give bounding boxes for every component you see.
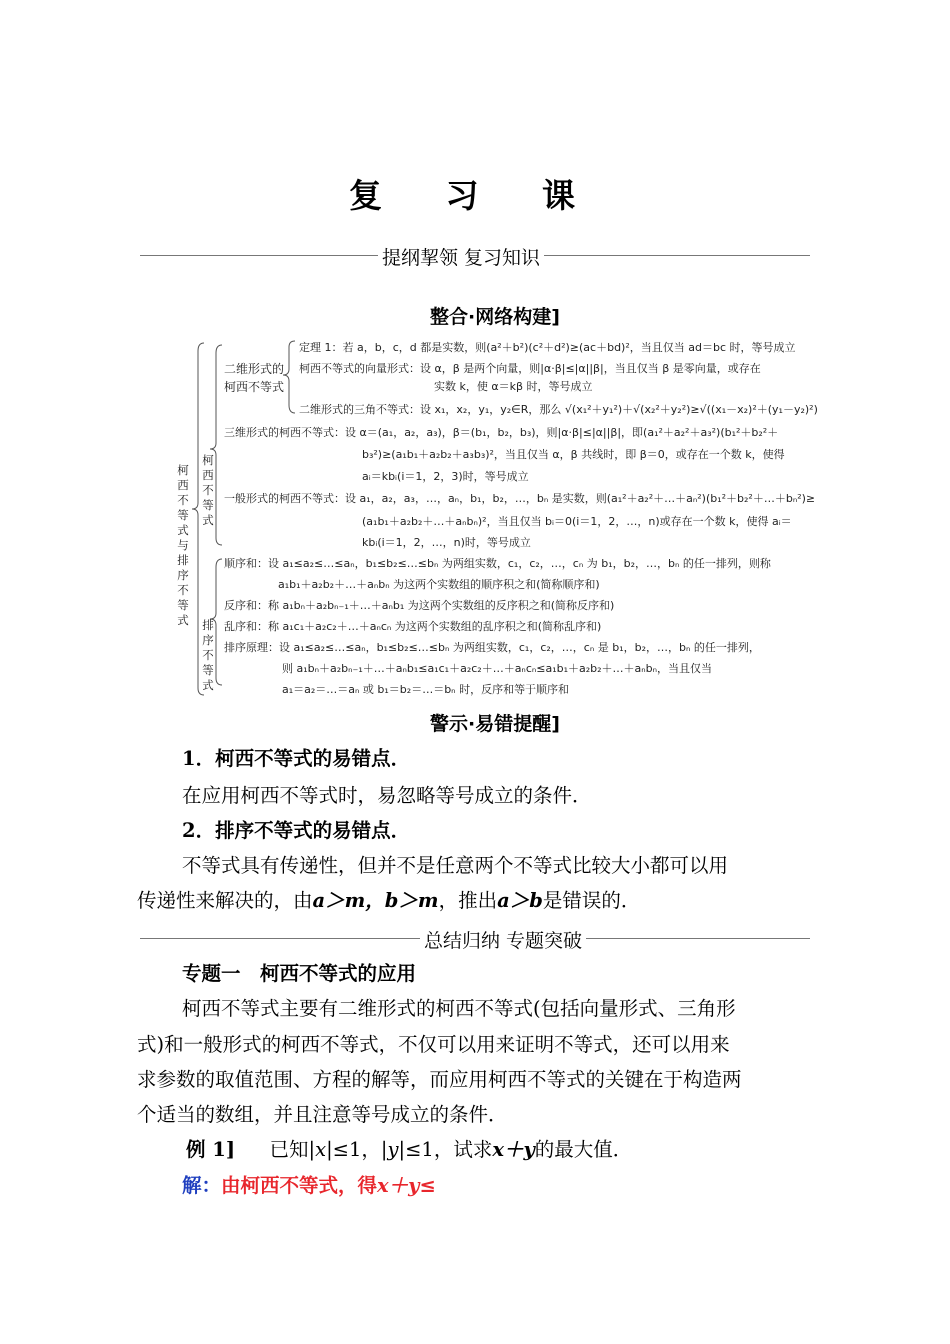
- math-expression: a＞m，b＞m: [312, 889, 439, 912]
- page-title: 复 习 课: [349, 176, 601, 215]
- topic-1-line-2: 式)和一般形式的柯西不等式，不仅可以用来证明不等式，还可以用来: [137, 1033, 730, 1056]
- example-text-segment: 的最大值．: [534, 1138, 633, 1161]
- warning-item-2-line-1: 不等式具有传递性，但并不是任意两个不等式比较大小都可以用: [182, 854, 729, 877]
- diagram-cauchy-2d-line2: 柯西不等式: [224, 380, 285, 394]
- section-divider-label: 总结归纳 专题突破: [420, 926, 586, 953]
- diagram-general-line-1: 一般形式的柯西不等式：设 a₁，a₂，a₃，…，aₙ，b₁，b₂，…，bₙ 是实数，则(a₁²＋a₂²＋…＋aₙ²)(b₁²＋b₂²＋…＋bₙ²)≥: [224, 492, 816, 505]
- diagram-sort-line-6: 则 a₁bₙ＋a₂bₙ₋₁＋…＋aₙb₁≤a₁c₁＋a₂c₂＋…＋aₙcₙ≤a₁b₁＋a₂b₂＋…＋aₙbₙ，当且仅当: [282, 662, 713, 675]
- warning-heading: 警示·易错提醒]: [430, 713, 560, 735]
- topic-1-line-4: 个适当的数组，并且注意等号成立的条件．: [137, 1103, 508, 1126]
- math-variable-x: x: [315, 1138, 327, 1161]
- diagram-sort-line-3: 反序和：称 a₁bₙ＋a₂bₙ₋₁＋…＋aₙb₁ 为这两个实数组的反序积之和(简称反序和): [224, 599, 615, 612]
- topic-1-line-3: 求参数的取值范围、方程的解等，而应用柯西不等式的关键在于构造两: [137, 1068, 742, 1091]
- diagram-branch-sort: 排序不等式: [202, 618, 214, 692]
- example-1: [186, 1132, 632, 1167]
- example-label: 例 1]: [186, 1138, 236, 1161]
- solution-expression: x＋y≤: [377, 1174, 436, 1197]
- solution-text: 由柯西不等式，得: [221, 1174, 378, 1197]
- example-text-segment: |≤1，试求: [398, 1138, 493, 1161]
- section-divider-label: 提纲挈领 复习知识: [378, 243, 544, 270]
- diagram-2d-item-2: 柯西不等式的向量形式：设 α，β 是两个向量，则|α·β|≤|α||β|，当且仅当 β 是零向量，或存在: [299, 362, 761, 375]
- warning-item-1-title: 1．柯西不等式的易错点．: [182, 747, 411, 770]
- warning-text-segment: ，推出: [438, 889, 498, 912]
- diagram-3d-line-2: b₃²)≥(a₁b₁＋a₂b₂＋a₃b₃)²，当且仅当 α，β 共线时，即 β＝0，或存在一个数 k，使得: [362, 448, 785, 461]
- warning-item-2-line-2: [137, 883, 640, 918]
- solution-line: [182, 1168, 436, 1203]
- diagram-sort-line-4: 乱序和：称 a₁c₁＋a₂c₂＋…＋aₙcₙ 为这两个实数组的乱序积之和(简称乱序和): [224, 620, 602, 633]
- math-variable-y: y: [387, 1138, 399, 1161]
- warning-item-1-text: 在应用柯西不等式时，易忽略等号成立的条件．: [182, 784, 592, 807]
- warning-text-segment: 是错误的．: [542, 889, 641, 912]
- diagram-general-line-3: kbᵢ(i＝1，2，…，n)时，等号成立: [362, 536, 531, 549]
- section-divider-review: [140, 245, 810, 269]
- math-expression: x＋y: [492, 1138, 535, 1161]
- diagram-branch-cauchy: 柯西不等式: [202, 453, 214, 527]
- diagram-3d-line-3: aᵢ＝kbᵢ(i＝1，2，3)时，等号成立: [362, 470, 529, 483]
- network-heading: 整合·网络构建]: [430, 306, 560, 328]
- topic-1-title: 专题一 柯西不等式的应用: [182, 962, 417, 985]
- example-text-segment: |≤1，|: [326, 1138, 388, 1161]
- topic-1-line-1: 柯西不等式主要有二维形式的柯西不等式(包括向量形式、三角形: [182, 997, 736, 1020]
- diagram-sort-line-2: a₁b₁＋a₂b₂＋…＋aₙbₙ 为这两个实数组的顺序积之和(简称顺序和): [278, 578, 600, 591]
- warning-text-segment: 传递性来解决的，由: [137, 889, 313, 912]
- diagram-sort-line-1: 顺序和：设 a₁≤a₂≤…≤aₙ，b₁≤b₂≤…≤bₙ 为两组实数，c₁，c₂，…，cₙ 为 b₁，b₂，…，bₙ 的任一排列，则称: [224, 557, 771, 570]
- diagram-sort-line-7: a₁＝a₂＝…＝aₙ 或 b₁＝b₂＝…＝bₙ 时，反序和等于顺序和: [282, 683, 570, 696]
- diagram-general-line-2: (a₁b₁＋a₂b₂＋…＋aₙbₙ)²，当且仅当 bᵢ＝0(i＝1，2，…，n)或存在一个数 k，使得 aᵢ＝: [362, 515, 792, 528]
- diagram-2d-item-1: 定理 1：若 a，b，c，d 都是实数，则(a²＋b²)(c²＋d²)≥(ac＋bd)²，当且仅当 ad＝bc 时，等号成立: [299, 341, 796, 354]
- diagram-sort-line-5: 排序原理：设 a₁≤a₂≤…≤aₙ，b₁≤b₂≤…≤bₙ 为两组实数，c₁，c₂，…，cₙ 是 b₁，b₂，…，bₙ 的任一排列，: [224, 641, 760, 654]
- example-text-segment: 已知|: [269, 1138, 316, 1161]
- diagram-root-label: 柯西不等式与排序不等式: [177, 463, 189, 627]
- solution-label: 解：: [182, 1174, 222, 1197]
- section-divider-summary: [140, 928, 810, 952]
- diagram-2d-item-3: 实数 k，使 α＝kβ 时，等号成立: [434, 380, 593, 393]
- diagram-cauchy-2d-line1: 二维形式的: [224, 362, 285, 376]
- math-expression: a＞b: [497, 889, 543, 912]
- diagram-2d-item-4: 二维形式的三角不等式：设 x₁，x₂，y₁，y₂∈R，那么 √(x₁²＋y₁²)＋√(x₂²＋y₂²)≥√((x₁－x₂)²＋(y₁－y₂)²): [299, 403, 818, 416]
- warning-item-2-title: 2．排序不等式的易错点．: [182, 819, 411, 842]
- knowledge-diagram: [172, 333, 844, 701]
- diagram-3d-line-1: 三维形式的柯西不等式：设 α＝(a₁，a₂，a₃)，β＝(b₁，b₂，b₃)，则|α·β|≤|α||β|，即(a₁²＋a₂²＋a₃²)(b₁²＋b₂²＋: [224, 426, 779, 439]
